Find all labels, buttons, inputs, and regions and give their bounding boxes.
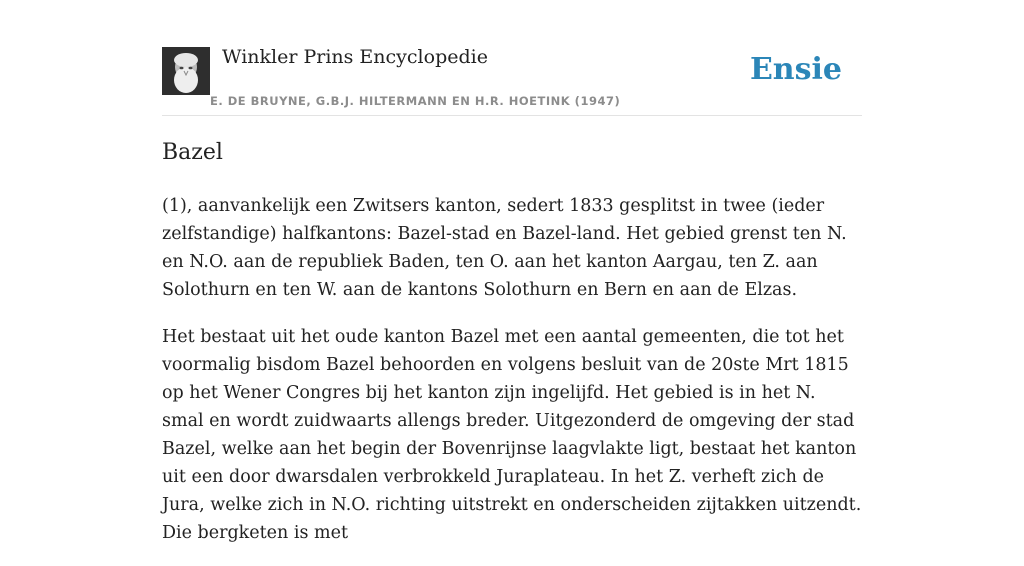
brand-logo-link[interactable]: Ensie xyxy=(749,52,842,87)
page xyxy=(162,0,862,543)
publication-title[interactable]: Winkler Prins Encyclopedie xyxy=(222,46,488,68)
article-paragraph: Het bestaat uit het oude kanton Bazel met een aantal gemeenten, die tot het voormalig bisdom Bazel behoorden en volgens besluit van de 20ste Mrt 1815 op het Wener Congres bij het kanton zijn ingelijfd. Het gebied is in het N. smal en wordt zuidwaarts allengs breder. Uitgezonderd de omgeving der stad Bazel, welke aan het begin der Bovenrijnse laagvlakte ligt, bestaat het kanton uit een door dwarsdalen verbrokkeld Juraplateau. In het Z. verheft zich de Jura, welke zich in N.O. richting uitstrekt en onderscheiden zijtakken uitzendt. Die bergketen is met xyxy=(162,327,862,543)
bearded-man-portrait-icon xyxy=(162,47,210,95)
author-avatar xyxy=(162,47,210,95)
authors-line: E. DE BRUYNE, G.B.J. HILTERMANN EN H.R. HOETINK (1947) xyxy=(210,94,621,108)
article-body xyxy=(162,192,862,566)
article-paragraph: (1), aanvankelijk een Zwitsers kanton, sedert 1833 gesplitst in twee (ieder zelfstandige) halfkantons: Bazel-stad en Bazel-land. Het gebied grenst ten N. en N.O. aan de republiek Baden, ten O. aan het kanton Aargau, ten Z. aan Solothurn en ten W. aan de kantons Solothurn en Bern en aan de Elzas. xyxy=(162,196,847,300)
article-title: Bazel xyxy=(162,140,223,165)
header xyxy=(162,0,862,116)
